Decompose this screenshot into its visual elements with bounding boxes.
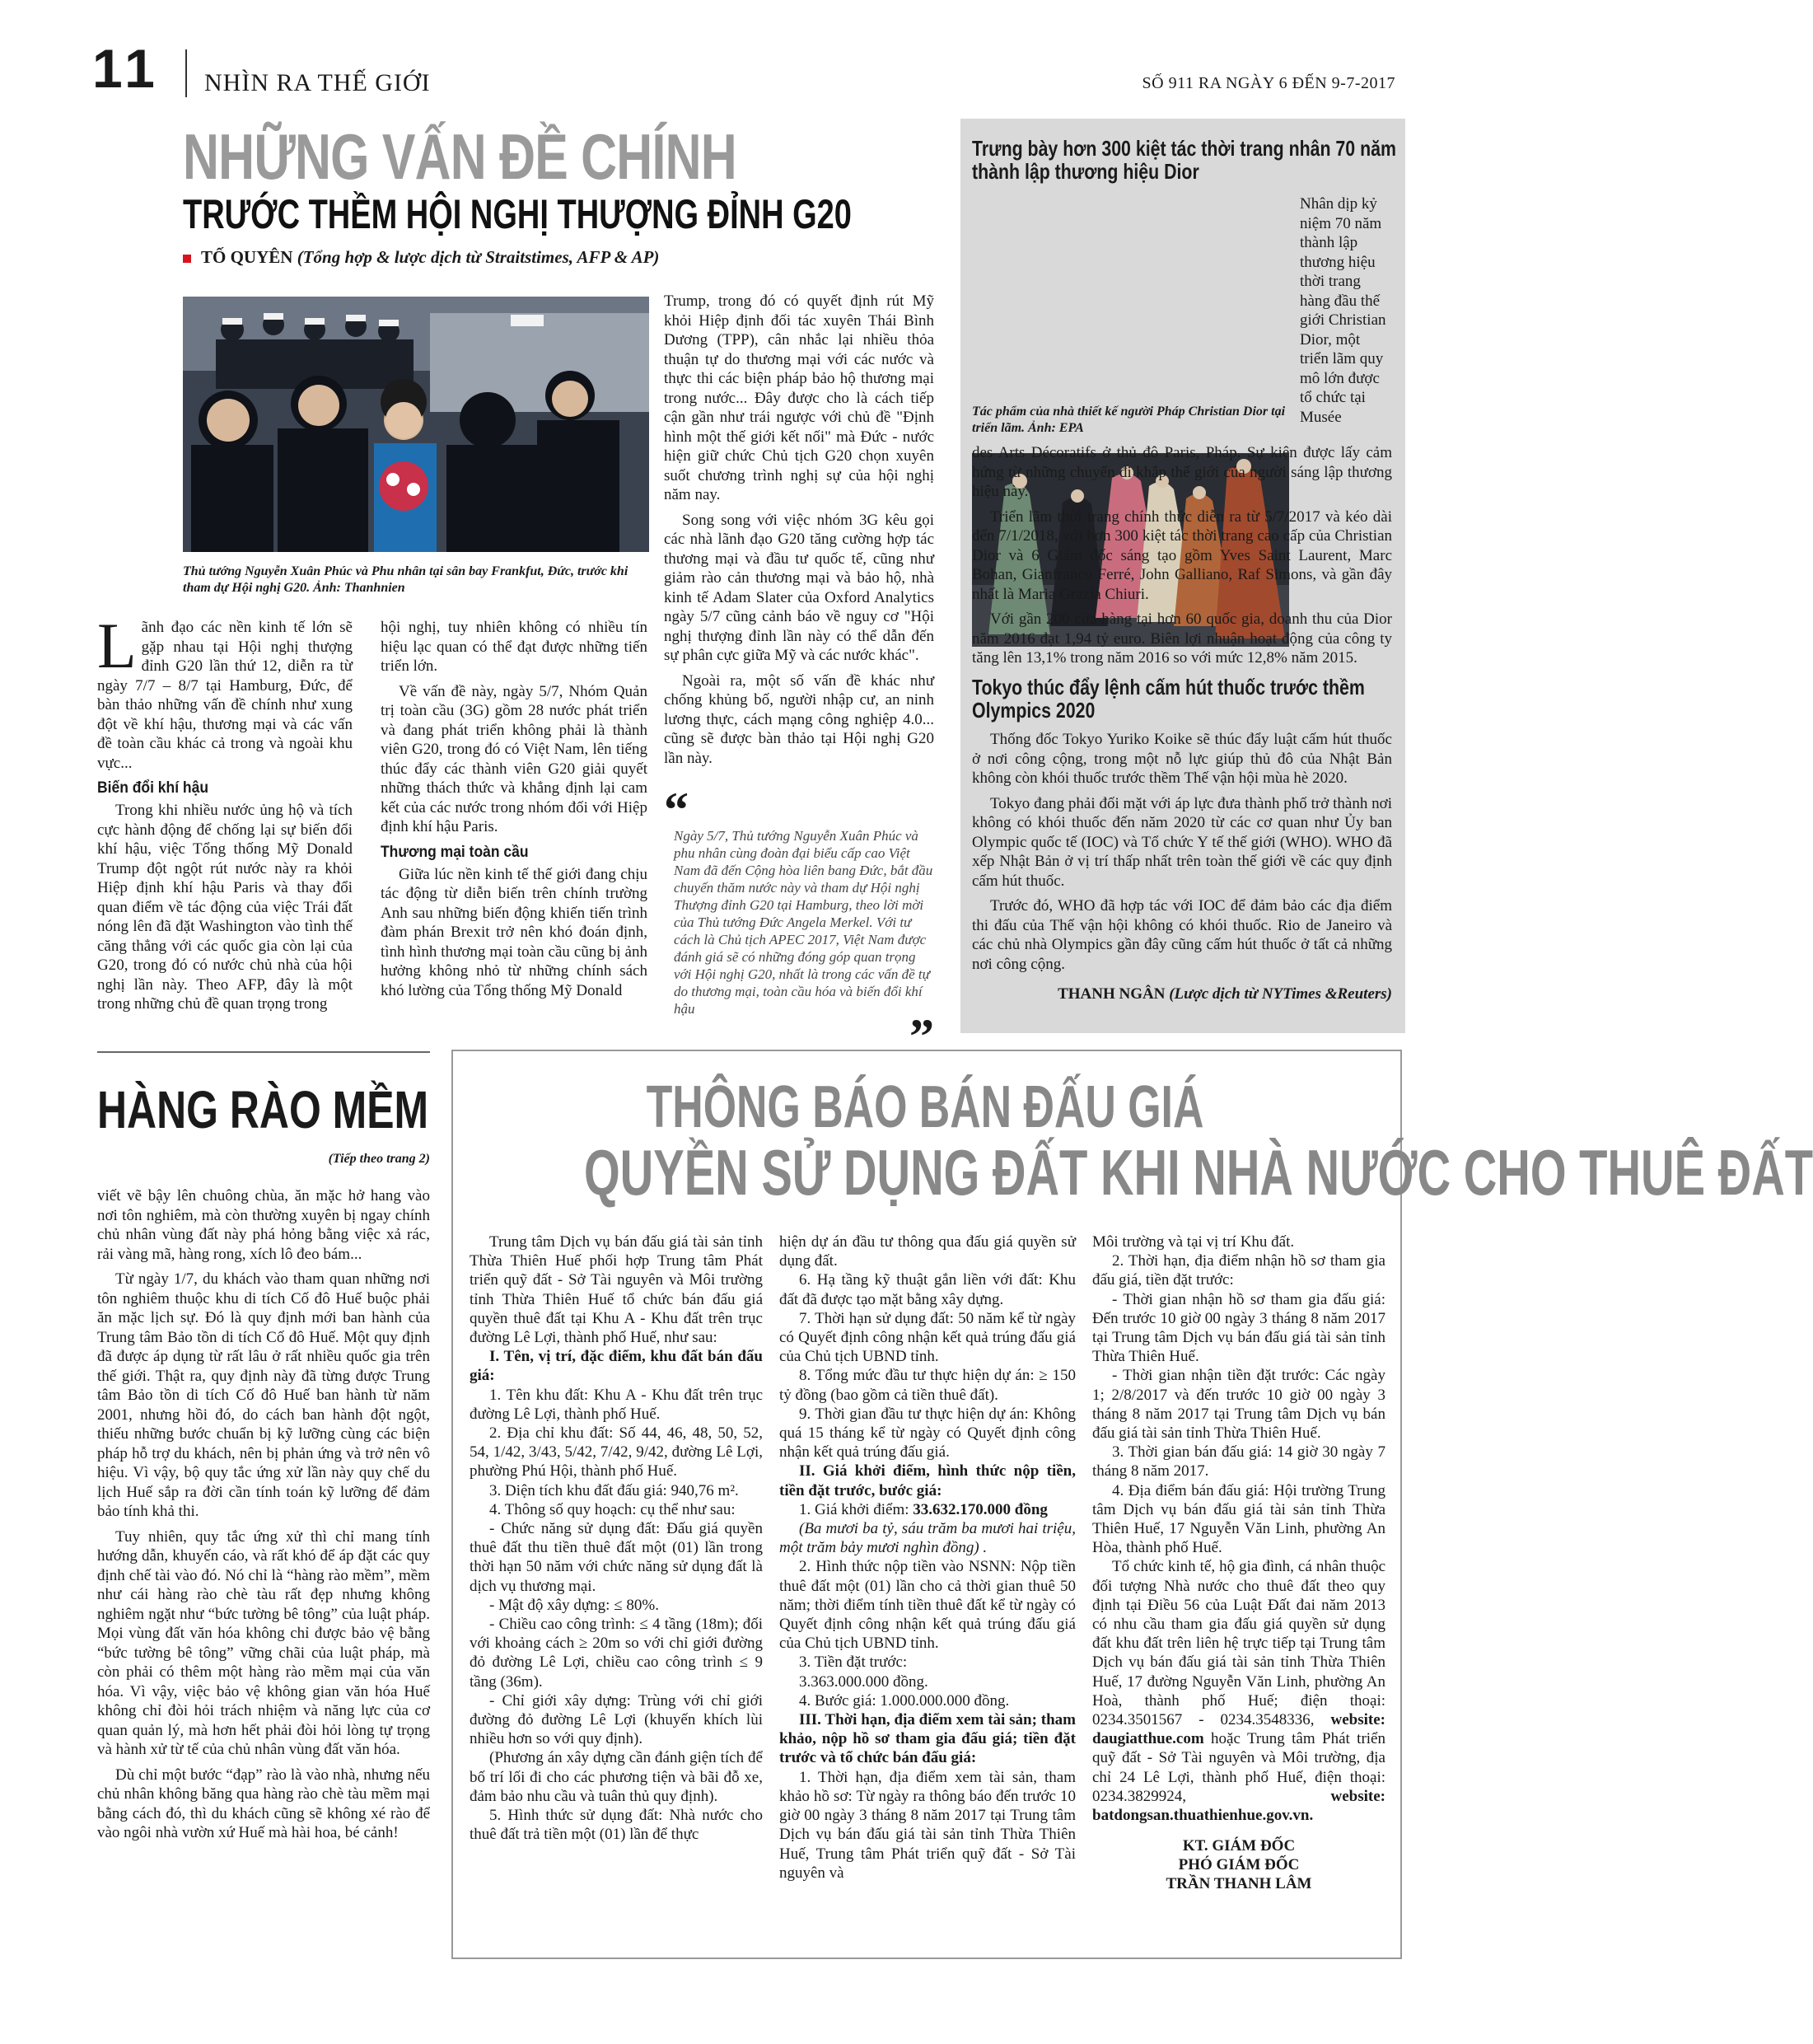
sidebar-signature: THANH NGÂN (Lược dịch từ NYTimes &Reuters) xyxy=(1058,985,1392,1003)
notice-column-2: hiện dự án đầu tư thông qua đấu giá quyền sử dụng đất. 6. Hạ tầng kỹ thuật gắn liền với đất: Khu đất đã được tạo mặt bằng xây dựng. 7. Thời hạn sử dụng đất: 50 năm kể từ ngày có Quyết định công nhận kết quả trúng đấu giá của Chủ tịch UBND tỉnh. 8. Tổng mức đầu tư thực hiện dự án: ≥ 150 tỷ đồng (bao gồm cả tiền thuê đất). 9. Thời gian đầu tư thực hiện dự án: Không quá 15 tháng kể từ ngày có Quyết định công nhận kết quả trúng đấu giá. II. Giá khởi điểm, hình thức nộp tiền, tiền đặt trước, bước giá: 1. Giá khởi điểm: 33.632.170.000 đồng (Ba mươi ba tỷ, sáu trăm ba mươi hai triệu, một trăm bảy mươi nghìn đồng) . 2. Hình thức nộp tiền vào NSNN: Nộp tiền thuê đất một (01) lần cho cả thời gian thuê 50 năm; thời điểm tính tiền thuê đất kể từ ngày có Quyết định công nhận kết quả trúng đấu giá của Chủ tịch UBND tỉnh. 3. Tiền đặt trước: 3.363.000.000 đồng. 4. Bước giá: 1.000.000.000 đồng. III. Thời hạn, địa điểm xem tài sản; tham khảo, nộp hồ sơ tham gia đấu giá; tiền đặt trước và tổ chức bán đấu giá: 1. Thời hạn, địa điểm xem tài sản, tham khảo hồ sơ: Từ ngày ra thông báo đến trước 10 giờ 00 ngày 3 tháng 8 năm 2017 tại Trung tâm Dịch vụ bán đấu giá tài sản tỉnh Thừa Thiên Huế, Trung tâm Phát triển quỹ đất - Sở Tài nguyên và xyxy=(779,1233,1076,1882)
soft-fence-title: HÀNG RÀO MỀM xyxy=(97,1080,429,1139)
continued-note: (Tiếp theo trang 2) xyxy=(328,1152,430,1166)
section-title: NHÌN RA THẾ GIỚI xyxy=(204,69,431,96)
paragraph: Giữa lúc nền kinh tế thế giới đang chịu tác động từ diễn biến trên chính trường Anh sau những biến động khiến tiến trình đàm phán Brexit trở nên khó đoán định, tình hình thương mại toàn cầu cũng bị ảnh hưởng không nhỏ từ những chính sách khó lường của Tổng thống Mỹ Donald xyxy=(381,865,647,999)
notice-title: THÔNG BÁO BÁN ĐẤU GIÁ xyxy=(646,1074,1204,1140)
sidebar-dior-title: Trưng bày hơn 300 kiệt tác thời trang nhân 70 năm thành lập thương hiệu Dior xyxy=(972,136,1396,184)
notice-column-1: Trung tâm Dịch vụ bán đấu giá tài sản tỉnh Thừa Thiên Huế phối hợp Trung tâm Phát triển quỹ đất - Sở Tài nguyên và Môi trường tỉnh Thừa Thiên Huế tổ chức bán đấu giá quyền thuê đất tại Khu A - Khu đất trên trục đường Lê Lợi, thành phố Huế, như sau: I. Tên, vị trí, đặc điểm, khu đất bán đấu giá: 1. Tên khu đất: Khu A - Khu đất trên trục đường Lê Lợi, thành phố Huế. 2. Địa chỉ khu đất: Số 44, 46, 48, 50, 52, 54, 1/42, 3/43, 5/42, 7/42, 9/42, đường Lê Lợi, phường Phú Hội, thành phố Huế. 3. Diện tích khu đất đấu giá: 940,76 m². 4. Thông số quy hoạch: cụ thể như sau: - Chức năng sử dụng đất: Đấu giá quyền thuê đất thu tiền thuê đất một (01) lần trong thời hạn 50 năm với chức năng sử dụng đất là dịch vụ thương mại. - Mật độ xây dựng: ≤ 80%. - Chiều cao công trình: ≤ 4 tầng (18m); đối với khoảng cách ≥ 20m so với chỉ giới đường đỏ đường Lê Lợi, chiều cao công trình ≤ 9 tầng (36m). - Chỉ giới xây dựng: Trùng với chỉ giới đường đỏ đường Lê Lợi (khuyến khích lùi nhiều hơn so với quy định). (Phương án xây dựng cần đánh giện tích để bố trí lối đi cho các phương tiện và bãi đỗ xe, đảm bảo nhu cầu và tuân thủ quy định). 5. Hình thức sử dụng đất: Nhà nước cho thuê đất trả tiền một (01) lần để thực xyxy=(470,1233,763,1844)
bullet-square-icon xyxy=(183,255,191,263)
sidebar-tokyo-title: Tokyo thúc đẩy lệnh cấm hút thuốc trước thềm Olympics 2020 xyxy=(972,675,1365,723)
sidebar-photo-caption: Tác phẩm của nhà thiết kế người Pháp Christian Dior tại triển lãm. Ảnh: EPA xyxy=(972,405,1286,435)
soft-fence-body: viết vẽ bậy lên chuông chùa, ăn mặc hở hang vào nơi tôn nghiêm, mà còn thường xuyên bị ngay chính chủ nhân vùng đất này phá hỏng bằng việc xả rác, rải vàng mã, hàng rong, xích lô đeo bám... Từ ngày 1/7, du khách vào tham quan những nơi tôn nghiêm thuộc khu di tích Cố đô Huế buộc phải ăn mặc lịch sự. Đó là quy định mới ban hành của Trung tâm Bảo tồn di tích Cố đô Huế. Một quy định đã được áp dụng từ rất lâu ở rất nhiều quốc gia trên thế giới. Thật ra, quy định này đã từng được Trung tâm Bảo tồn di tích Cố đô Huế ban hành từ năm 2001, nhưng hồi đó, do cách ban hành đột ngột, thiếu những bước chuẩn bị kỹ lưỡng cùng các biện pháp hỗ trợ du khách, nên bị phản ứng và trở nên vô hiệu. Vì vậy, bộ quy tắc ứng xử lần này quy chế du lịch Huế sắp ra đời cần tính toán kỹ lưỡng để đảm bảo tính khả thi. Tuy nhiên, quy tắc ứng xử thì chỉ mang tính hướng dẫn, khuyến cáo, và rất khó để áp đặt các quy định chế tài vào đó. Nó chỉ là “hàng rào mềm”, mềm như cái hàng rào chè tàu rất đẹp nhưng không nghiêm ngặt như “bức tường bê tông” của luật pháp. Mọi vùng đất văn hóa không chỉ được bảo vệ bằng “bức tường bê tông” vững chãi của luật pháp, mà còn phải có thêm một hàng rào mềm mại của văn hóa. Vì vậy, việc bảo vệ không gian văn hóa Huế không chỉ đòi hỏi trách nhiệm và năng lực của cơ quan quản lý, mà hơn hết phải đòi hỏi lòng tự trọng và hành xử từ tế của chủ nhân vùng đất văn hóa. Dù chỉ một bước “đạp” rào là vào nhà, nhưng nếu chủ nhân không băng qua hàng rào chè tàu mềm mại bằng cách đó, thì du khách cũng sẽ không xé rào để vào ngôi nhà vườn xứ Huế mà hài hoa, bé cảnh! xyxy=(97,1187,430,1841)
sidebar-tokyo-body: Thống đốc Tokyo Yuriko Koike sẽ thúc đẩy luật cấm hút thuốc ở nơi công cộng, trong một nỗ lực giúp thủ đô của Nhật Bản không còn khói thuốc trước thềm Thế vận hội mùa hè 2020. Tokyo đang phải đối mặt với áp lực đưa thành phố trở thành nơi không có khói thuốc đến năm 2020 từ các cơ quan như Ủy ban Olympic quốc tế (IOC) và Tổ chức Y tế thế giới (WHO). WHO đã xếp Nhật Bản ở vị trí thấp nhất trên toàn thế giới về các quy định cấm hút thuốc. Trước đó, WHO đã hợp tác với IOC để đảm bảo các địa điểm thi đấu của Thế vận hội không có khói thuốc. Rio de Janeiro và các chủ nhà Olympics gần đây cũng cấm hút thuốc ở tất cả những nơi công cộng. xyxy=(972,731,1392,973)
paragraph: Ngoài ra, một số vấn đề khác như chống khủng bố, người nhập cư, an ninh lương thực, cách mạng công nghiệp 4.0... cũng sẽ được bàn thảo tại Hội nghị G20 lần này. xyxy=(664,671,934,767)
pull-quote xyxy=(664,783,934,1064)
notice-subtitle: QUYỀN SỬ DỤNG ĐẤT KHI NHÀ NƯỚC CHO THUÊ ĐẤT xyxy=(584,1136,1813,1209)
article-byline xyxy=(183,247,659,268)
subheading-trade: Thương mại toàn cầu xyxy=(381,843,529,861)
deposit-amount: 3.363.000.000 đồng. xyxy=(799,1672,928,1691)
airport-welcome-photo-icon xyxy=(183,297,649,552)
paragraph: Trong khi nhiều nước ủng hộ và tích cực hành động để chống lại sự biến đổi khí hậu, việc Tổng thống Mỹ Donald Trump đột ngột rút nước này ra khỏi Hiệp định khí hậu Paris và thay đổi quan điểm về tác động của việc Trái đất nóng lên đã đặt Washington vào tình thế căng thẳng với các quốc gia còn lại của G20, trong đó có nước chủ nhà của hội nghị lần này. Theo AFP, đây là một trong những chủ đề quan trọng trong xyxy=(97,802,353,1013)
drop-cap: L xyxy=(97,610,137,681)
article-column-2 xyxy=(381,618,647,1006)
article-photo-caption: Thủ tướng Nguyễn Xuân Phúc và Phu nhân tại sân bay Frankfut, Đức, trước khi tham dự Hội nghị G20. Ảnh: Thanhnien xyxy=(183,564,628,595)
subheading-climate: Biến đổi khí hậu xyxy=(97,779,208,797)
byline-source: (Tổng hợp & lược dịch từ Straitstimes, AFP & AP) xyxy=(297,247,660,267)
quote-close-icon: ” xyxy=(909,1009,934,1064)
lead-paragraph: Lãnh đạo các nền kinh tế lớn sẽ gặp nhau tại Hội nghị thượng đỉnh G20 lần thứ 12, diễn ra từ ngày 7/7 – 8/7 tại Hamburg, Đức, để bàn thảo những vấn đề chính như xung đột về khí hậu, thương mại và các vấn đề toàn cầu khác cả trong và ngoài khu vực... xyxy=(97,610,353,772)
paragraph: hội nghị, tuy nhiên không có nhiều tín hiệu lạc quan có thể đạt được những tiến triển lớn. xyxy=(381,619,647,675)
page-number: 11 xyxy=(92,38,160,99)
paragraph: Trump, trong đó có quyết định rút Mỹ khỏi Hiệp định đối tác xuyên Thái Bình Dương (TPP), cân nhắc lại nhiều thỏa thuận tự do thương mại với các nước và thực thi các biện pháp bảo hộ thương mại trong nước... Đây được cho là cách tiếp cận gần như trái ngược với chủ đề "Định hình một thế giới kết nối" mà Đức - nước hiện giữ chức Chủ tịch G20 chọn xuyên suốt chương trình nghị sự của hội nghị năm nay. xyxy=(664,292,934,503)
article-column-1 xyxy=(97,610,353,1020)
paragraph: Song song với việc nhóm 3G kêu gọi các nhà lãnh đạo G20 tăng cường hợp tác thương mại và đầu tư quốc tế, cũng như giảm rào cản thương mại và bảo hộ, nhà kinh tế Adam Slater của Oxford Analytics ngày 5/7 cũng cảnh báo về nguy cơ "Hội nghị thượng đỉnh lần này có thể dẫn đến sự phân cực giữa Mỹ và các nước khác". xyxy=(664,511,934,664)
byline-author: TỐ QUYÊN xyxy=(201,247,293,267)
article-headline: TRƯỚC THỀM HỘI NGHỊ THƯỢNG ĐỈNH G20 xyxy=(183,191,852,237)
issue-info: SỐ 911 RA NGÀY 6 ĐẾN 9-7-2017 xyxy=(1142,74,1395,92)
article-kicker: NHỮNG VẤN ĐỀ CHÍNH xyxy=(183,120,736,193)
starting-price: 33.632.170.000 đồng xyxy=(913,1500,1048,1518)
article-column-3 xyxy=(664,292,934,774)
section-divider xyxy=(97,1051,430,1053)
website-link[interactable]: batdongsan.thuathienhue.gov.vn. xyxy=(1092,1807,1314,1825)
quote-text: Ngày 5/7, Thủ tướng Nguyễn Xuân Phúc và phu nhân cùng đoàn đại biểu cấp cao Việt Nam đã đến Cộng hòa liên bang Đức, bắt đầu chuyến thăm nước này và tham dự Hội nghị Thượng đỉnh G20 tại Hamburg, theo lời mời của Thủ tướng Đức Angela Merkel. Với tư cách là Chủ tịch APEC 2017, Việt Nam được đánh giá sẽ có những đóng góp quan trọng với Hội nghị G20, nhất là trong các vấn đề tự do thương mại, toàn cầu hóa và biến đổi khí hậu xyxy=(674,828,933,1017)
notice-signature: KT. GIÁM ĐỐC PHÓ GIÁM ĐỐC TRẦN THANH LÂM xyxy=(1166,1837,1312,1893)
article-photo xyxy=(183,297,649,552)
sidebar-dior-body: des Arts Décoratifs ở thủ đô Paris, Pháp. Sự kiện được lấy cảm hứng từ những chuyến đi khắp thế giới của người sáng lập thương hiệu này. Triển lãm thời trang chính thức diễn ra từ 5/7/2017 và kéo dài đến 7/1/2018, với hơn 300 kiệt tác thời trang cao cấp của Christian Dior và 6 Giám đốc sáng tạo gồm Yves Saint Laurent, Marc Bohan, Gianfranco Ferré, John Galliano, Raf Simons, và gần đây nhất là Maria Grazia Chiuri. Với gần 200 cửa hàng tại hơn 60 quốc gia, doanh thu của Dior năm 2016 đạt 1,94 tỷ euro. Biên lợi nhuận hoạt động của công ty tăng lên 13,1% trong năm 2016 so với mức 12,8% năm 2015. xyxy=(972,444,1392,667)
website-link[interactable]: daugiatthue.com xyxy=(1092,1730,1204,1748)
header-divider xyxy=(185,49,187,97)
sidebar-side-text: Nhân dịp kỷ niệm 70 năm thành lập thương hiệu thời trang hàng đầu thế giới Christian Dior, một triển lãm quy mô lớn được tổ chức tại Musée xyxy=(1300,195,1386,426)
paragraph: Về vấn đề này, ngày 5/7, Nhóm Quản trị toàn cầu (3G) gồm 28 nước phát triển và đang phát triển không phải là thành viên G20, trong đó có Việt Nam, lên tiếng thúc đẩy các thành viên G20 giải quyết những thách thức và khẳng định lại cam kết của các nước trong nhóm đối với Hiệp định khí hậu Paris. xyxy=(381,682,647,835)
notice-column-3: Môi trường và tại vị trí Khu đất. 2. Thời hạn, địa điểm nhận hồ sơ tham gia đấu giá, tiền đặt trước: - Thời gian nhận hồ sơ tham gia đấu giá: Đến trước 10 giờ 00 ngày 3 tháng 8 năm 2017 tại Trung tâm Dịch vụ bán đấu giá tài sản tỉnh Thừa Thiên Huế. - Thời gian nhận tiền đặt trước: Các ngày 1; 2/8/2017 và đến trước 10 giờ 00 ngày 3 tháng 8 năm 2017 tại Trung tâm Dịch vụ bán đấu giá tài sản tỉnh Thừa Thiên Huế. 3. Thời gian bán đấu giá: 14 giờ 30 ngày 7 tháng 8 năm 2017. 4. Địa điểm bán đấu giá: Hội trường Trung tâm Dịch vụ bán đấu giá tài sản tỉnh Thừa Thiên Huế, 17 Nguyễn Văn Linh, phường An Hòa, thành phố Huế. Tổ chức kinh tế, hộ gia đình, cá nhân thuộc đối tượng Nhà nước cho thuê đất theo quy định tại Điều 56 của Luật Đất đai năm 2013 có nhu cầu tham gia đấu giá quyền sử dụng đất khu đất trên liên hệ trực tiếp tại Trung tâm Dịch vụ bán đấu giá tài sản tỉnh Thừa Thiên Huế, 17 đường Nguyễn Văn Linh, phường An Hoà, thành phố Huế; điện thoại: 0234.3501567 - 0234.3548336, website: daugiatthue.com hoặc Trung tâm Phát triển quỹ đất - Sở Tài nguyên và Môi trường, địa chỉ 24 Lê Lợi, thành phố Huế, điện thoại: 0234.3829924, website: batdongsan.thuathienhue.gov.vn. KT. GIÁM ĐỐC PHÓ GIÁM ĐỐC TRẦN THANH LÂM xyxy=(1092,1233,1386,1893)
quote-open-icon: “ xyxy=(664,783,689,837)
